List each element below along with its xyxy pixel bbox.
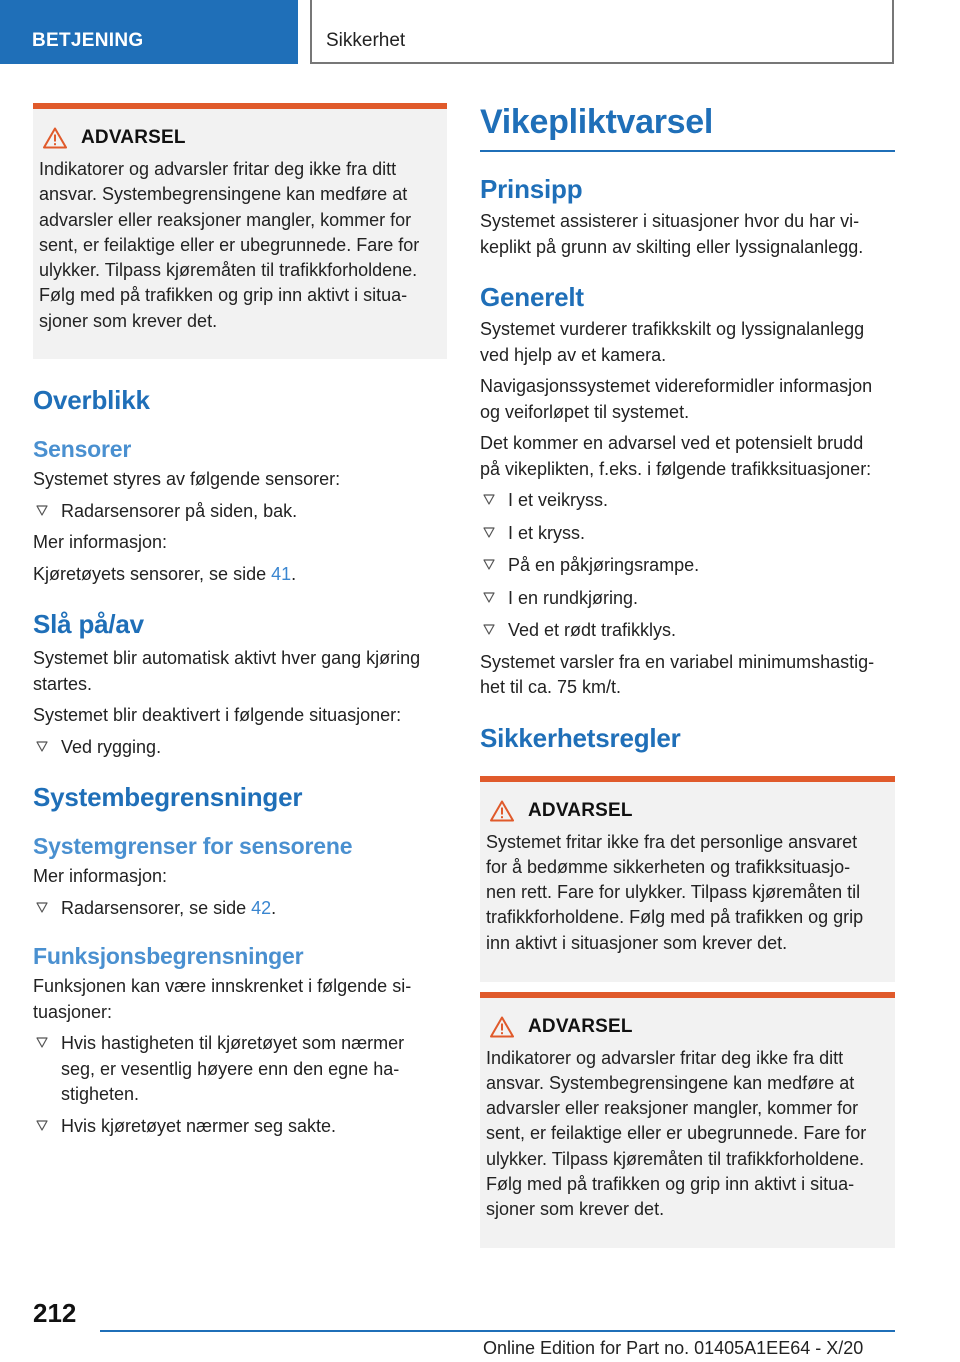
list-item (33, 499, 447, 525)
heading-overblikk: Overblikk (33, 385, 150, 415)
triangle-bullet-icon (36, 741, 48, 753)
text-line: Navigasjonssystemet videreformidler informasjon (480, 376, 873, 396)
heading-generelt: Generelt (480, 282, 584, 312)
paragraph: Systemet blir deaktivert i følgende situasjoner: (33, 705, 402, 725)
text-line: Det kommer en advarsel ved et potensielt brudd (480, 433, 864, 453)
warning-line: Følg med på trafikken og grip inn aktivt i situa- (486, 1173, 855, 1194)
triangle-bullet-icon (483, 494, 495, 506)
warning-text (486, 830, 887, 956)
right-column (480, 103, 895, 1248)
paragraph (480, 317, 895, 368)
warning-line: advarsler eller reaksjoner mangler, kommer for (39, 209, 412, 230)
list-item (33, 1031, 447, 1108)
list-item (480, 553, 895, 579)
paragraph (480, 209, 895, 260)
text-line: Systemet vurderer trafikkskilt og lyssignalanlegg (480, 319, 865, 339)
triangle-bullet-icon (483, 559, 495, 571)
paragraph (33, 646, 447, 697)
list-item (480, 586, 895, 612)
list-item (33, 896, 447, 922)
warning-line: for å bedømme sikkerheten og trafikksituasjo- (486, 856, 851, 877)
warning-triangle-icon (490, 1016, 514, 1038)
warning-line: ansvar. Systembegrensingene kan medføre at (39, 184, 408, 205)
paragraph-with-link (33, 562, 447, 588)
triangle-bullet-icon (36, 505, 48, 517)
paragraph: Systemet styres av følgende sensorer: (33, 469, 341, 489)
list-item-text: På en påkjøringsrampe. (508, 555, 700, 575)
paragraph (33, 974, 447, 1025)
warning-box (480, 776, 895, 982)
heading-slaa-paa-av: Slå på/av (33, 609, 144, 639)
warning-line: ulykker. Tilpass kjøremåten til trafikkforholdene. (486, 1148, 865, 1169)
text-line: ved hjelp av et kamera. (480, 344, 667, 365)
list-item-text: I en rundkjøring. (508, 587, 639, 608)
heading-sikkerhetsregler: Sikkerhetsregler (480, 722, 681, 753)
heading-systemgrenser: Systemgrenser for sensorene (33, 833, 353, 859)
list-item (480, 618, 895, 644)
warning-box (33, 103, 447, 359)
list-item-text: Hvis kjøretøyet nærmer seg sakte. (61, 1115, 337, 1136)
bullet-list (33, 896, 447, 922)
paragraph: Mer informasjon: (33, 532, 168, 552)
text-span: . (271, 897, 277, 918)
edition-text: Online Edition for Part no. 01405A1EE64 - X/20 (483, 1338, 864, 1358)
warning-line: sjoner som krever det. (486, 1199, 665, 1220)
paragraph (480, 650, 895, 701)
text-line: keplikt på grunn av skilting eller lyssignalanlegg. (480, 236, 864, 257)
warning-line: inn aktivt i situasjoner som krever det. (486, 932, 788, 953)
list-item-text: I et kryss. (508, 522, 586, 543)
heading-systembegrensninger: Systembegrensninger (33, 782, 303, 812)
heading-sensorer: Sensorer (33, 436, 132, 462)
text-line: het til ca. 75 km/t. (480, 677, 622, 697)
bullet-list (33, 735, 447, 761)
page-title: Vikepliktvarsel (480, 103, 895, 152)
text-line: tuasjoner: (33, 1001, 113, 1022)
text-line: Systemet varsler fra en variabel minimumshastig- (480, 651, 875, 672)
warning-line: Følg med på trafikken og grip inn aktivt i situa- (39, 285, 408, 306)
list-item-text: I et veikryss. (508, 490, 609, 510)
warning-line: nen rett. Fare for ulykker. Tilpass kjøremåten til (486, 882, 861, 903)
triangle-bullet-icon (483, 624, 495, 636)
heading-funksjonsbegrensninger: Funksjonsbegrensninger (33, 943, 304, 969)
text-span: . (291, 563, 297, 584)
text-line: seg, er vesentlig høyere enn den egne ha- (61, 1058, 400, 1079)
triangle-bullet-icon (36, 1120, 48, 1132)
text-line: startes. (33, 673, 93, 694)
text-line: Hvis hastigheten til kjøretøyet som nærmer (61, 1033, 405, 1053)
bullet-list (480, 488, 895, 644)
list-item (480, 488, 895, 514)
list-item-text: Ved et rødt trafikklys. (508, 620, 677, 640)
text-line: Systemet blir automatisk aktivt hver gang kjøring (33, 648, 421, 668)
page-link-41[interactable]: 41 (271, 563, 292, 584)
warning-line: ansvar. Systembegrensingene kan medføre at (486, 1072, 855, 1093)
text-line: Systemet assisterer i situasjoner hvor du har vi- (480, 211, 860, 231)
warning-triangle-icon (43, 127, 67, 149)
warning-triangle-icon (490, 800, 514, 822)
list-item (33, 735, 447, 761)
warning-line: trafikkforholdene. Følg med på trafikken og grip (486, 907, 864, 928)
text-span: Kjøretøyets sensorer, se side (33, 563, 272, 584)
triangle-bullet-icon (36, 1037, 48, 1049)
text-line: stigheten. (61, 1084, 140, 1104)
left-column (33, 103, 447, 1139)
warning-line: Indikatorer og advarsler fritar deg ikke fra ditt (486, 1047, 844, 1068)
heading-prinsipp: Prinsipp (480, 174, 583, 204)
list-item (33, 1114, 447, 1140)
list-item-text: Radarsensorer, se side (61, 897, 252, 918)
text-line: på vikeplikten, f.eks. i følgende trafikksituasjoner: (480, 458, 872, 479)
triangle-bullet-icon (483, 592, 495, 604)
paragraph: Mer informasjon: (33, 866, 168, 886)
section-header (310, 0, 894, 64)
page-link-42[interactable]: 42 (251, 897, 272, 918)
warning-text (486, 1046, 887, 1223)
chapter-tab (0, 0, 298, 64)
text-line: Funksjonen kan være innskrenket i følgende si- (33, 976, 412, 996)
warning-line: Systemet fritar ikke fra det personlige ansvaret (486, 831, 858, 852)
paragraph (480, 431, 895, 482)
warning-line: sent, er feilaktige eller er ubegrunnede. Fare for (486, 1123, 867, 1144)
paragraph (480, 374, 895, 425)
bullet-list (33, 1031, 447, 1139)
chapter-label: BETJENING (32, 30, 144, 51)
warning-title: ADVARSEL (81, 127, 186, 148)
warning-text (39, 157, 439, 334)
warning-box (480, 992, 895, 1248)
warning-line: Indikatorer og advarsler fritar deg ikke fra ditt (39, 159, 397, 179)
list-item-text: Ved rygging. (61, 736, 162, 757)
warning-line: sjoner som krever det. (39, 310, 218, 331)
warning-line: ulykker. Tilpass kjøremåten til trafikkforholdene. (39, 260, 418, 281)
page-number: 212 (33, 1298, 77, 1328)
list-item-text: Radarsensorer på siden, bak. (61, 500, 298, 521)
triangle-bullet-icon (483, 527, 495, 539)
text-line: og veiforløpet til systemet. (480, 401, 690, 422)
bullet-list (33, 499, 447, 525)
warning-title: ADVARSEL (528, 1015, 633, 1037)
triangle-bullet-icon (36, 902, 48, 914)
list-item (480, 521, 895, 547)
section-label: Sikkerhet (326, 30, 406, 51)
warning-line: sent, er feilaktige eller er ubegrunnede. Fare for (39, 234, 420, 255)
footer-divider (100, 1330, 895, 1332)
warning-line: advarsler eller reaksjoner mangler, kommer for (486, 1098, 859, 1119)
warning-title: ADVARSEL (528, 799, 633, 821)
